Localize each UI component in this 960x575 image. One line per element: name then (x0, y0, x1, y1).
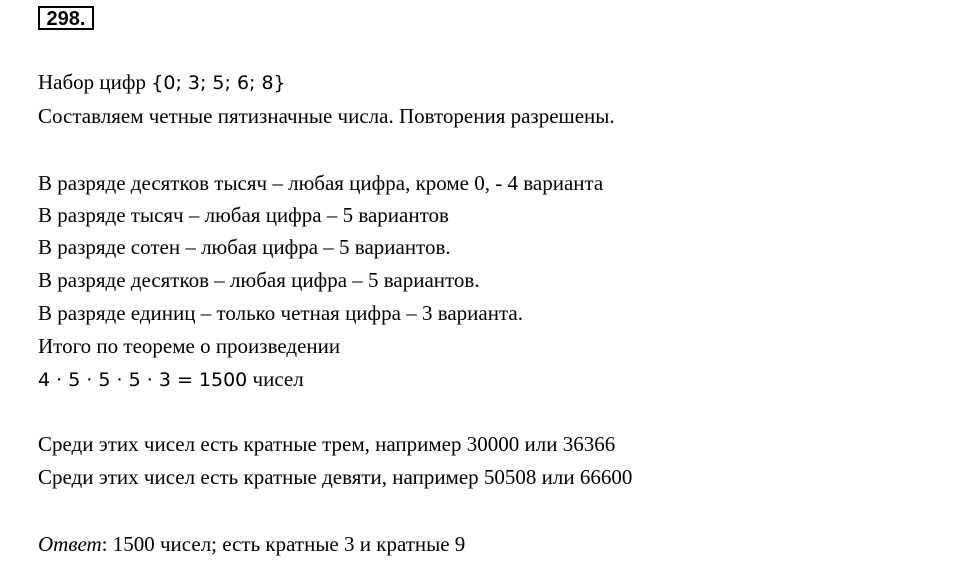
units-line: В разряде единиц – только четная цифра – 3 варианта. (38, 301, 523, 325)
answer-text: : 1500 чисел; есть кратные 3 и кратные 9 (101, 532, 466, 556)
thousands-line: В разряде тысяч – любая цифра – 5 вариантов (38, 203, 449, 227)
digit-set-math: {0; 3; 5; 6; 8} (151, 72, 286, 94)
theorem-line: Итого по теореме о произведении (38, 334, 341, 358)
task-line: Составляем четные пятизначные числа. Повторения разрешены. (38, 104, 615, 128)
digit-set-line (38, 70, 286, 95)
problem-number-box: 298. (38, 6, 94, 30)
multiples-nine-line: Среди этих чисел есть кратные девяти, например 50508 или 66600 (38, 465, 633, 489)
answer-line (38, 532, 465, 556)
product-suffix: чисел (247, 367, 304, 391)
ten-thousands-line: В разряде десятков тысяч – любая цифра, кроме 0, - 4 варианта (38, 171, 604, 195)
tens-line: В разряде десятков – любая цифра – 5 вариантов. (38, 268, 480, 292)
multiples-three-line: Среди этих чисел есть кратные трем, например 30000 или 36366 (38, 432, 616, 456)
product-math: 4 · 5 · 5 · 5 · 3 = 1500 (38, 369, 248, 391)
product-line (38, 367, 304, 392)
answer-label: Ответ (38, 532, 102, 556)
digit-set-label: Набор цифр (38, 70, 152, 94)
hundreds-line: В разряде сотен – любая цифра – 5 вариантов. (38, 235, 451, 259)
